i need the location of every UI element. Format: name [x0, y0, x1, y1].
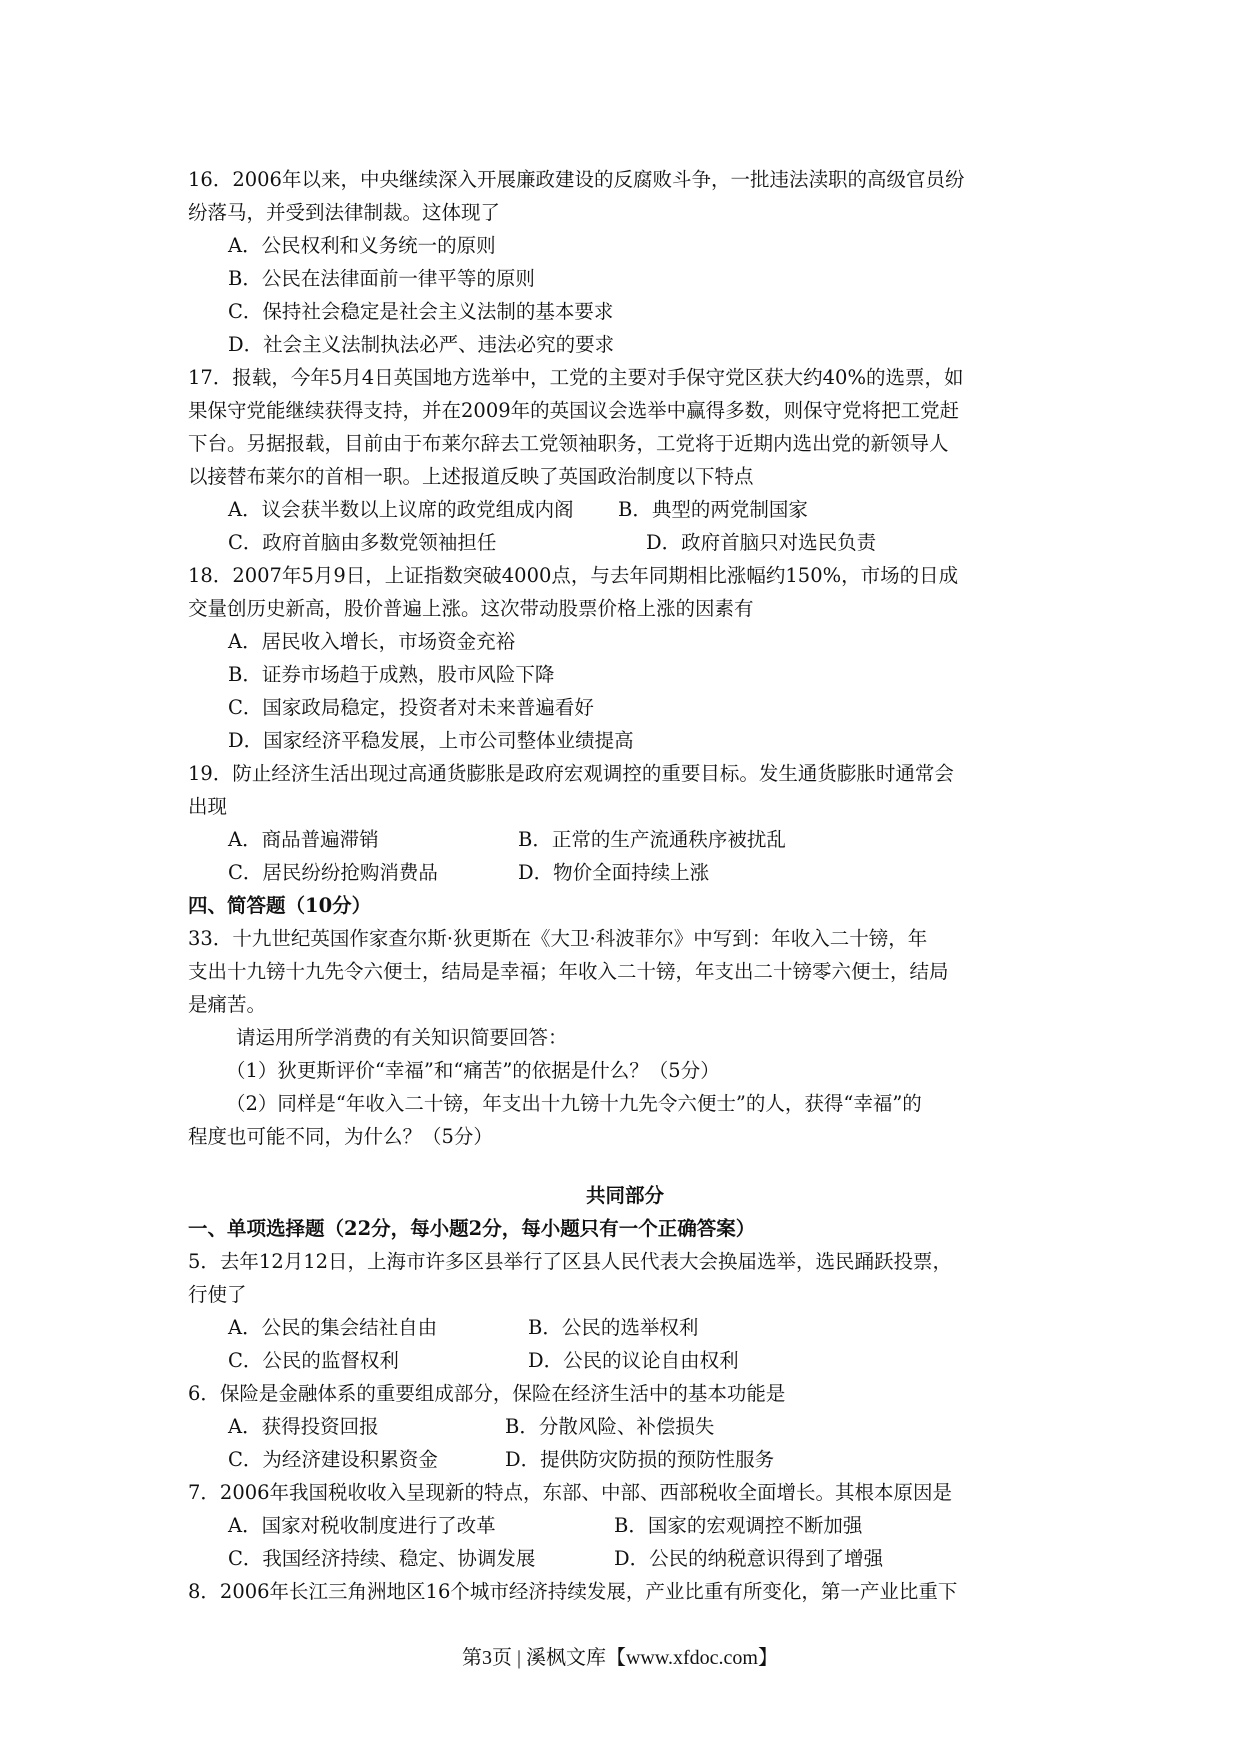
q33-sub2-line: （2）同样是“年收入二十镑，年支出十九镑十九先令六便士”的人，获得“幸福”的 [226, 1092, 922, 1115]
q17-option-c: C．政府首脑由多数党领袖担任 [228, 531, 497, 554]
q6-stem-line: 6．保险是金融体系的重要组成部分，保险在经济生活中的基本功能是 [188, 1382, 786, 1405]
q8-stem-line: 8．2006年长江三角洲地区16个城市经济持续发展，产业比重有所变化，第一产业比重下 [188, 1580, 958, 1603]
q7-stem-line: 7．2006年我国税收收入呈现新的特点，东部、中部、西部税收全面增长。其根本原因是 [188, 1481, 953, 1504]
q17-stem-line: 以接替布莱尔的首相一职。上述报道反映了英国政治制度以下特点 [188, 465, 754, 488]
q33-prompt: 请运用所学消费的有关知识简要回答： [236, 1026, 568, 1049]
q6-options-row-2 [188, 1443, 1062, 1476]
q6-option-c: C．为经济建设积累资金 [228, 1448, 438, 1471]
q5-option-b: B．公民的选举权利 [528, 1316, 699, 1339]
section4-heading: 四、简答题（10分） [188, 894, 372, 917]
common-part-title: 共同部分 [585, 1184, 664, 1207]
q6-option-a: A．获得投资回报 [228, 1415, 379, 1438]
q6-option-b: B．分散风险、补偿损失 [505, 1415, 715, 1438]
page-footer: 第3页 | 溪枫文库【www.xfdoc.com】 [461, 1647, 778, 1669]
q16-option-c: C．保持社会稳定是社会主义法制的基本要求 [228, 300, 614, 323]
q7-option-b: B．国家的宏观调控不断加强 [614, 1514, 863, 1537]
q17-option-b: B．典型的两党制国家 [618, 498, 808, 521]
q18-option-c: C．国家政局稳定，投资者对未来普遍看好 [228, 696, 594, 719]
q18-option-a: A．居民收入增长，市场资金充裕 [228, 630, 516, 653]
q18-option-d: D．国家经济平稳发展，上市公司整体业绩提高 [228, 729, 634, 752]
q33-sub2-line: 程度也可能不同，为什么？（5分） [188, 1125, 493, 1148]
q17-stem-line: 17．报载，今年5月4日英国地方选举中，工党的主要对手保守党区获大约40%的选票，如 [188, 366, 964, 389]
q19-option-a: A．商品普遍滞销 [228, 828, 379, 851]
q7-option-a: A．国家对税收制度进行了改革 [228, 1514, 496, 1537]
q5-stem-line: 5．去年12月12日，上海市许多区县举行了区县人民代表大会换届选举，选民踊跃投票， [188, 1250, 953, 1273]
q16-option-a: A．公民权利和义务统一的原则 [228, 234, 496, 257]
q33-stem-line: 是痛苦。 [188, 993, 267, 1016]
q17-stem-line: 下台。另据报载，目前由于布莱尔辞去工党领袖职务，工党将于近期内选出党的新领导人 [188, 432, 949, 455]
q19-options-row-1 [188, 823, 1062, 856]
q17-stem-line: 果保守党能继续获得支持，并在2009年的英国议会选举中赢得多数，则保守党将把工党赶 [188, 399, 960, 422]
q17-option-a: A．议会获半数以上议席的政党组成内阁 [228, 498, 574, 521]
q17-options-row-1 [188, 493, 1062, 526]
q33-stem-line: 33．十九世纪英国作家查尔斯·狄更斯在《大卫·科波菲尔》中写到：年收入二十镑，年 [188, 927, 928, 950]
q5-stem-line: 行使了 [188, 1283, 247, 1306]
q16-option-b: B．公民在法律面前一律平等的原则 [228, 267, 535, 290]
q18-stem-line: 交量创历史新高，股价普遍上涨。这次带动股票价格上涨的因素有 [188, 597, 754, 620]
q5-options-row-1 [188, 1311, 1062, 1344]
section1-heading: 一、单项选择题（22分，每小题2分，每小题只有一个正确答案） [188, 1217, 756, 1240]
q6-options-row-1 [188, 1410, 1062, 1443]
q19-option-c: C．居民纷纷抢购消费品 [228, 861, 438, 884]
q16-stem-line: 16．2006年以来，中央继续深入开展廉政建设的反腐败斗争，一批违法渎职的高级官员纷 [188, 168, 965, 191]
q16-stem-line: 纷落马，并受到法律制裁。这体现了 [188, 201, 501, 224]
q18-stem-line: 18．2007年5月9日，上证指数突破4000点，与去年同期相比涨幅约150%，市场的日成 [188, 564, 959, 587]
q16-option-d: D．社会主义法制执法必严、违法必究的要求 [228, 333, 615, 356]
q33-sub1: （1）狄更斯评价“幸福”和“痛苦”的依据是什么？（5分） [226, 1059, 720, 1082]
q6-option-d: D．提供防灾防损的预防性服务 [505, 1448, 775, 1471]
q19-options-row-2 [188, 856, 1062, 889]
page-content [188, 163, 1062, 1608]
q5-option-a: A．公民的集会结社自由 [228, 1316, 438, 1339]
q19-option-b: B．正常的生产流通秩序被扰乱 [518, 828, 786, 851]
q7-option-c: C．我国经济持续、稳定、协调发展 [228, 1547, 536, 1570]
q5-options-row-2 [188, 1344, 1062, 1377]
q19-stem-line: 出现 [188, 795, 228, 818]
q7-option-d: D．公民的纳税意识得到了增强 [614, 1547, 884, 1570]
spacer [188, 1153, 1062, 1179]
q18-option-b: B．证券市场趋于成熟，股市风险下降 [228, 663, 555, 686]
q17-option-d: D．政府首脑只对选民负责 [646, 531, 877, 554]
q33-stem-line: 支出十九镑十九先令六便士，结局是幸福；年收入二十镑，年支出二十镑零六便士，结局 [188, 960, 949, 983]
q19-option-d: D．物价全面持续上涨 [518, 861, 710, 884]
q7-options-row-1 [188, 1509, 1062, 1542]
q5-option-d: D．公民的议论自由权利 [528, 1349, 739, 1372]
q17-options-row-2 [188, 526, 1062, 559]
q5-option-c: C．公民的监督权利 [228, 1349, 399, 1372]
q7-options-row-2 [188, 1542, 1062, 1575]
q19-stem-line: 19．防止经济生活出现过高通货膨胀是政府宏观调控的重要目标。发生通货膨胀时通常会 [188, 762, 954, 785]
